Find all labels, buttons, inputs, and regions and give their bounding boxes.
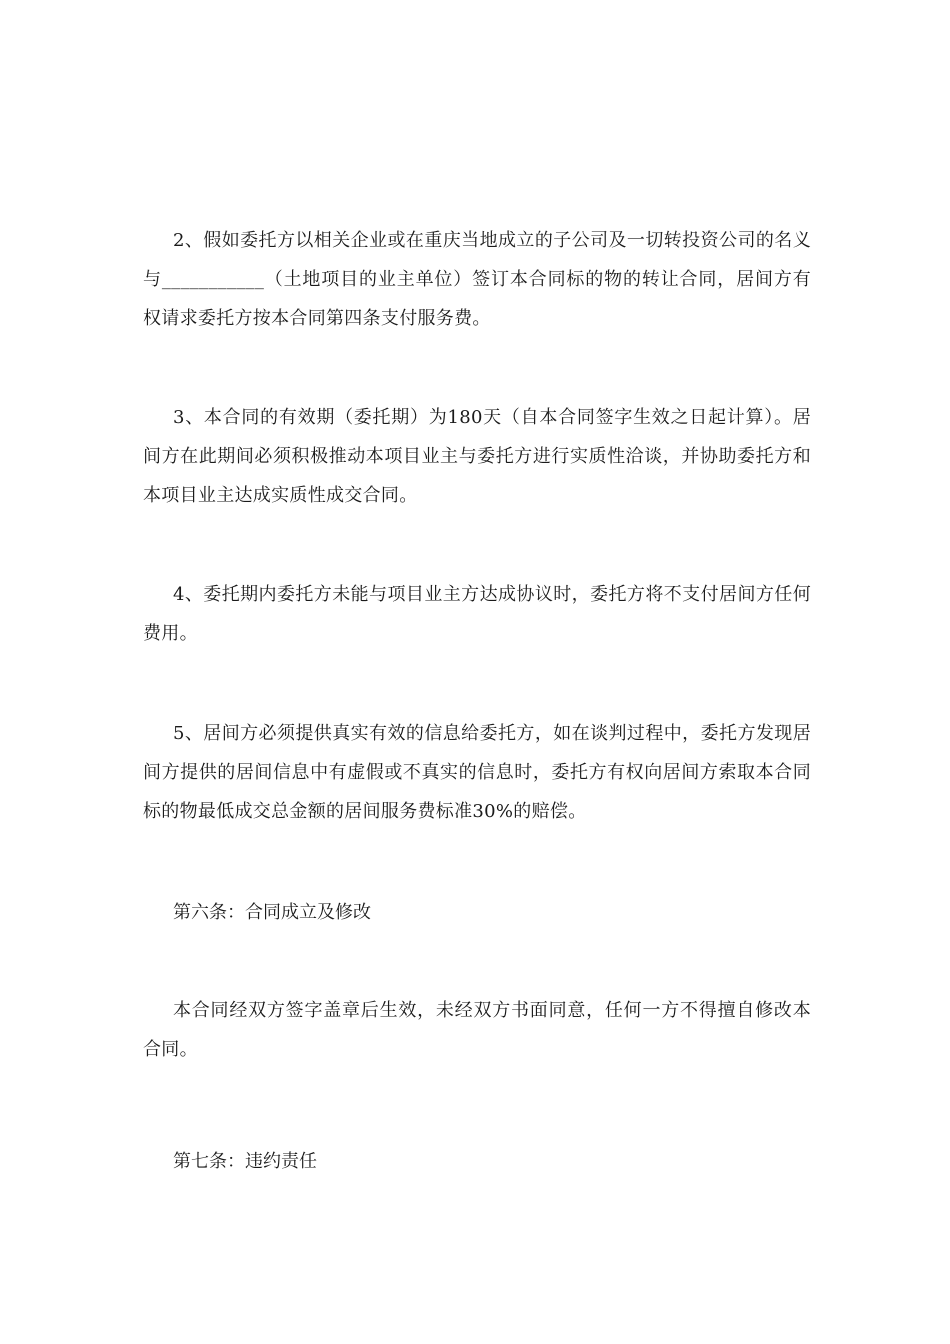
- article-6-paragraph: 本合同经双方签字盖章后生效，未经双方书面同意，任何一方不得擅自修改本合同。: [143, 1000, 811, 1060]
- clause-paragraph-2: 2、假如委托方以相关企业或在重庆当地成立的子公司及一切转投资公司的名义与___________（土地项目的业主单位）签订本合同标的物的转让合同，居间方有权请求委托方按本合同第四条支付服务费。: [143, 230, 811, 329]
- clause-paragraph-5: 5、居间方必须提供真实有效的信息给委托方，如在谈判过程中，委托方发现居间方提供的居间信息中有虚假或不真实的信息时，委托方有权向居间方索取本合同标的物最低成交总金额的居间服务费标准30%的赔偿。: [143, 723, 811, 822]
- clause-paragraph-4: 4、委托期内委托方未能与项目业主方达成协议时，委托方将不支付居间方任何费用。: [143, 584, 811, 644]
- article-7-heading: 第七条：违约责任: [173, 1151, 317, 1172]
- article-6-heading: 第六条：合同成立及修改: [173, 902, 371, 923]
- clause-paragraph-3: 3、本合同的有效期（委托期）为180天（自本合同签字生效之日起计算）。居间方在此期间必须积极推动本项目业主与委托方进行实质性洽谈，并协助委托方和本项目业主达成实质性成交合同。: [143, 407, 811, 506]
